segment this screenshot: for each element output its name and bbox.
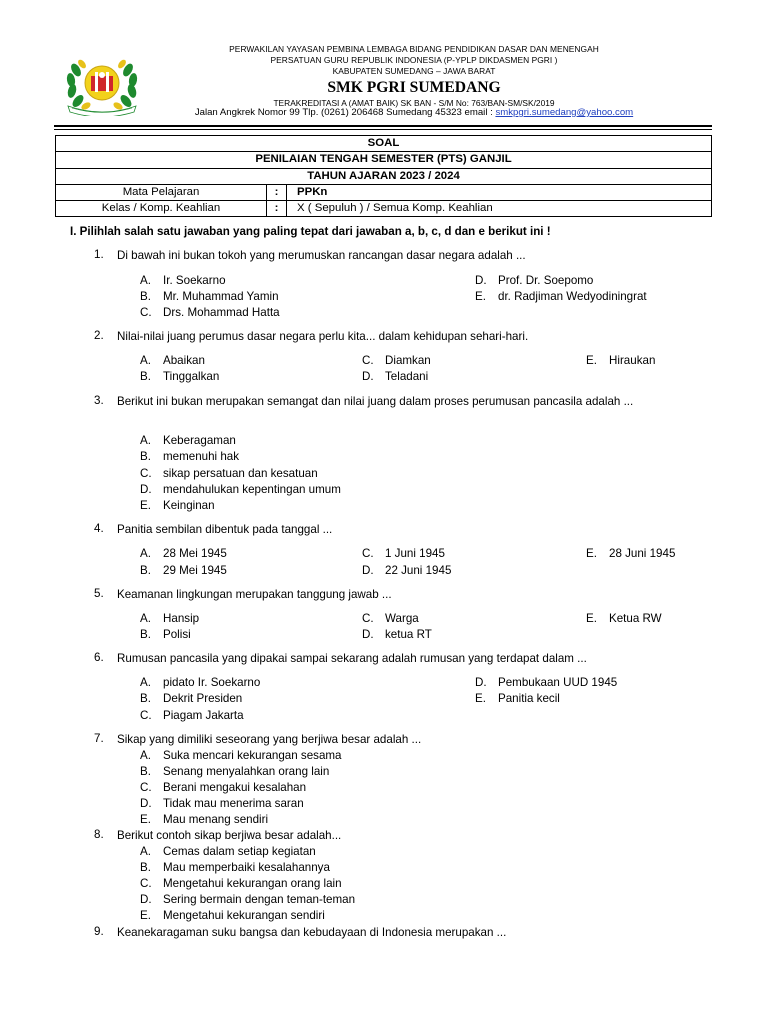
school-address xyxy=(140,107,688,118)
option-5a[interactable] xyxy=(140,611,199,627)
academic-year: TAHUN AJARAN 2023 / 2024 xyxy=(56,168,712,184)
option-7d[interactable] xyxy=(140,796,304,812)
option-text: Senang menyalahkan orang lain xyxy=(163,765,330,778)
subject-label: Mata Pelajaran xyxy=(56,184,267,200)
option-6b[interactable] xyxy=(140,691,242,707)
option-letter: D. xyxy=(140,893,152,906)
option-2d[interactable] xyxy=(362,369,428,385)
option-letter: D. xyxy=(475,274,487,287)
class-row xyxy=(56,201,712,217)
option-3c[interactable] xyxy=(140,466,318,482)
option-1c[interactable] xyxy=(140,305,280,321)
option-text: Mengetahui kekurangan sendiri xyxy=(163,909,325,922)
address-text: Jalan Angkrek Nomor 99 Tlp. (0261) 206468 Sumedang 45323 email : xyxy=(194,107,496,118)
option-text: Keberagaman xyxy=(163,434,236,447)
option-letter: E. xyxy=(140,813,151,826)
foundation-line-1: PERWAKILAN YAYASAN PEMBINA LEMBAGA BIDANG PENDIDIKAN DASAR DAN MENENGAH xyxy=(229,44,599,54)
option-text: 1 Juni 1945 xyxy=(385,547,445,560)
option-text: Teladani xyxy=(385,370,429,383)
option-5b[interactable] xyxy=(140,627,191,643)
option-5e[interactable] xyxy=(586,611,662,627)
option-letter: B. xyxy=(140,370,151,383)
pgri-logo xyxy=(62,56,142,116)
question-text: Keamanan lingkungan merupakan tanggung jawab ... xyxy=(117,588,392,601)
option-text: memenuhi hak xyxy=(163,450,240,463)
option-3a[interactable] xyxy=(140,433,236,449)
subject-row xyxy=(56,184,712,200)
question-text: Berikut ini bukan merupakan semangat dan nilai juang dalam proses perumusan pancasila adalah ... xyxy=(117,395,634,408)
option-5d[interactable] xyxy=(362,627,432,643)
option-text: Mau memperbaiki kesalahannya xyxy=(163,861,330,874)
option-5c[interactable] xyxy=(362,611,419,627)
option-letter: D. xyxy=(140,797,152,810)
option-2a[interactable] xyxy=(140,353,205,369)
option-text: Keinginan xyxy=(163,499,215,512)
option-letter: D. xyxy=(362,370,374,383)
option-3e[interactable] xyxy=(140,498,215,514)
option-8b[interactable] xyxy=(140,860,330,876)
option-1d[interactable] xyxy=(475,273,593,289)
question-text: Berikut contoh sikap berjiwa besar adalah... xyxy=(117,829,342,842)
option-letter: B. xyxy=(140,692,151,705)
question-number: 3. xyxy=(94,394,104,407)
option-letter: B. xyxy=(140,861,151,874)
option-1e[interactable] xyxy=(475,289,647,305)
option-text: Warga xyxy=(385,612,419,625)
option-1b[interactable] xyxy=(140,289,279,305)
option-text: mendahulukan kepentingan umum xyxy=(163,483,341,496)
letterhead-rule-thick xyxy=(54,125,712,127)
question-text: Panitia sembilan dibentuk pada tanggal ... xyxy=(117,523,333,536)
option-letter: B. xyxy=(140,628,151,641)
question-text: Nilai-nilai juang perumus dasar negara perlu kita... dalam kehidupan sehari-hari. xyxy=(117,330,529,343)
class-value: X ( Sepuluh ) / Semua Komp. Keahlian xyxy=(287,201,712,217)
option-text: 29 Mei 1945 xyxy=(163,564,227,577)
option-text: Panitia kecil xyxy=(498,692,560,705)
option-text: 28 Juni 1945 xyxy=(609,547,676,560)
option-text: 22 Juni 1945 xyxy=(385,564,452,577)
option-3b[interactable] xyxy=(140,449,239,465)
option-6e[interactable] xyxy=(475,691,560,707)
option-text: Hiraukan xyxy=(609,354,656,367)
question-text: Rumusan pancasila yang dipakai sampai sekarang adalah rumusan yang terdapat dalam ... xyxy=(117,652,587,665)
option-text: sikap persatuan dan kesatuan xyxy=(163,467,318,480)
option-letter: A. xyxy=(140,274,151,287)
option-1a[interactable] xyxy=(140,273,226,289)
option-letter: C. xyxy=(140,781,152,794)
option-text: Mr. Muhammad Yamin xyxy=(163,290,279,303)
instruction: I. Pilihlah salah satu jawaban yang paling tepat dari jawaban a, b, c, d dan e berikut ini ! xyxy=(70,225,551,238)
foundation-line-2: PERSATUAN GURU REPUBLIK INDONESIA (P-YPLP DIKDASMEN PGRI ) xyxy=(270,55,558,65)
option-text: Ketua RW xyxy=(609,612,662,625)
option-letter: A. xyxy=(140,547,151,560)
option-4b[interactable] xyxy=(140,563,227,579)
option-8e[interactable] xyxy=(140,908,325,924)
option-letter: E. xyxy=(586,612,597,625)
option-letter: E. xyxy=(475,692,486,705)
option-text: Tinggalkan xyxy=(163,370,220,383)
option-8d[interactable] xyxy=(140,892,355,908)
option-text: Hansip xyxy=(163,612,200,625)
question-text: Sikap yang dimiliki seseorang yang berjiwa besar adalah ... xyxy=(117,733,422,746)
question-number: 4. xyxy=(94,522,104,535)
option-4d[interactable] xyxy=(362,563,451,579)
question-number: 7. xyxy=(94,732,104,745)
exam-header-table xyxy=(55,135,712,217)
option-letter: A. xyxy=(140,434,151,447)
option-letter: D. xyxy=(362,628,374,641)
option-letter: C. xyxy=(362,354,374,367)
region-line: KABUPATEN SUMEDANG – JAWA BARAT xyxy=(332,66,496,76)
option-letter: E. xyxy=(586,354,597,367)
option-letter: C. xyxy=(140,306,152,319)
option-text: Suka mencari kekurangan sesama xyxy=(163,749,342,762)
option-8c[interactable] xyxy=(140,876,342,892)
option-letter: D. xyxy=(140,483,152,496)
option-text: Prof. Dr. Soepomo xyxy=(498,274,594,287)
option-text: Sering bermain dengan teman-teman xyxy=(163,893,356,906)
letterhead xyxy=(0,0,768,130)
option-letter: A. xyxy=(140,749,151,762)
option-letter: A. xyxy=(140,612,151,625)
option-text: Drs. Mohammad Hatta xyxy=(163,306,280,319)
option-7c[interactable] xyxy=(140,780,306,796)
option-letter: C. xyxy=(362,547,374,560)
option-text: pidato Ir. Soekarno xyxy=(163,676,261,689)
option-text: 28 Mei 1945 xyxy=(163,547,227,560)
option-text: Berani mengakui kesalahan xyxy=(163,781,307,794)
option-6a[interactable] xyxy=(140,675,260,691)
option-text: Abaikan xyxy=(163,354,205,367)
option-letter: A. xyxy=(140,354,151,367)
accreditation: TERAKREDITASI A (AMAT BAIK) SK BAN - S/M No: 763/BAN-SM/SK/2019 xyxy=(273,98,555,108)
question-number: 9. xyxy=(94,925,104,938)
option-letter: C. xyxy=(140,709,152,722)
option-letter: D. xyxy=(362,564,374,577)
colon: : xyxy=(267,201,287,217)
option-6c[interactable] xyxy=(140,708,244,724)
soal-title: SOAL xyxy=(56,136,712,152)
option-letter: E. xyxy=(586,547,597,560)
option-letter: B. xyxy=(140,564,151,577)
option-6d[interactable] xyxy=(475,675,617,691)
option-4c[interactable] xyxy=(362,546,445,562)
option-7b[interactable] xyxy=(140,764,329,780)
option-2e[interactable] xyxy=(586,353,655,369)
question-number: 1. xyxy=(94,248,104,261)
option-text: Diamkan xyxy=(385,354,431,367)
option-text: ketua RT xyxy=(385,628,432,641)
option-letter: C. xyxy=(140,877,152,890)
option-2c[interactable] xyxy=(362,353,431,369)
option-letter: C. xyxy=(140,467,152,480)
option-letter: B. xyxy=(140,290,151,303)
exam-title: PENILAIAN TENGAH SEMESTER (PTS) GANJIL xyxy=(56,152,712,168)
option-letter: E. xyxy=(140,499,151,512)
option-7a[interactable] xyxy=(140,748,342,764)
school-name: SMK PGRI SUMEDANG xyxy=(327,79,501,96)
option-4e[interactable] xyxy=(586,546,675,562)
option-7e[interactable] xyxy=(140,812,268,828)
letterhead-rule-thin xyxy=(54,129,712,130)
option-text: dr. Radjiman Wedyodiningrat xyxy=(498,290,647,303)
option-letter: E. xyxy=(140,909,151,922)
option-text: Dekrit Presiden xyxy=(163,692,243,705)
option-text: Mengetahui kekurangan orang lain xyxy=(163,877,342,890)
option-text: Polisi xyxy=(163,628,191,641)
option-4a[interactable] xyxy=(140,546,227,562)
option-text: Piagam Jakarta xyxy=(163,709,244,722)
class-label: Kelas / Komp. Keahlian xyxy=(56,201,267,217)
question-text: Keanekaragaman suku bangsa dan kebudayaan di Indonesia merupakan ... xyxy=(117,926,507,939)
option-letter: A. xyxy=(140,845,151,858)
question-number: 6. xyxy=(94,651,104,664)
option-text: Mau menang sendiri xyxy=(163,813,269,826)
option-text: Cemas dalam setiap kegiatan xyxy=(163,845,316,858)
subject-value: PPKn xyxy=(287,184,712,200)
option-letter: A. xyxy=(140,676,151,689)
option-8a[interactable] xyxy=(140,844,316,860)
email-link[interactable]: smkpgri.sumedang@yahoo.com xyxy=(495,107,634,118)
option-2b[interactable] xyxy=(140,369,219,385)
option-letter: E. xyxy=(475,290,486,303)
option-text: Ir. Soekarno xyxy=(163,274,226,287)
option-3d[interactable] xyxy=(140,482,341,498)
question-number: 5. xyxy=(94,587,104,600)
option-letter: B. xyxy=(140,765,151,778)
option-text: Pembukaan UUD 1945 xyxy=(498,676,618,689)
option-letter: D. xyxy=(475,676,487,689)
colon: : xyxy=(267,184,287,200)
option-text: Tidak mau menerima saran xyxy=(163,797,304,810)
question-number: 2. xyxy=(94,329,104,342)
option-letter: B. xyxy=(140,450,151,463)
option-letter: C. xyxy=(362,612,374,625)
question-number: 8. xyxy=(94,828,104,841)
question-text: Di bawah ini bukan tokoh yang merumuskan rancangan dasar negara adalah ... xyxy=(117,249,526,262)
